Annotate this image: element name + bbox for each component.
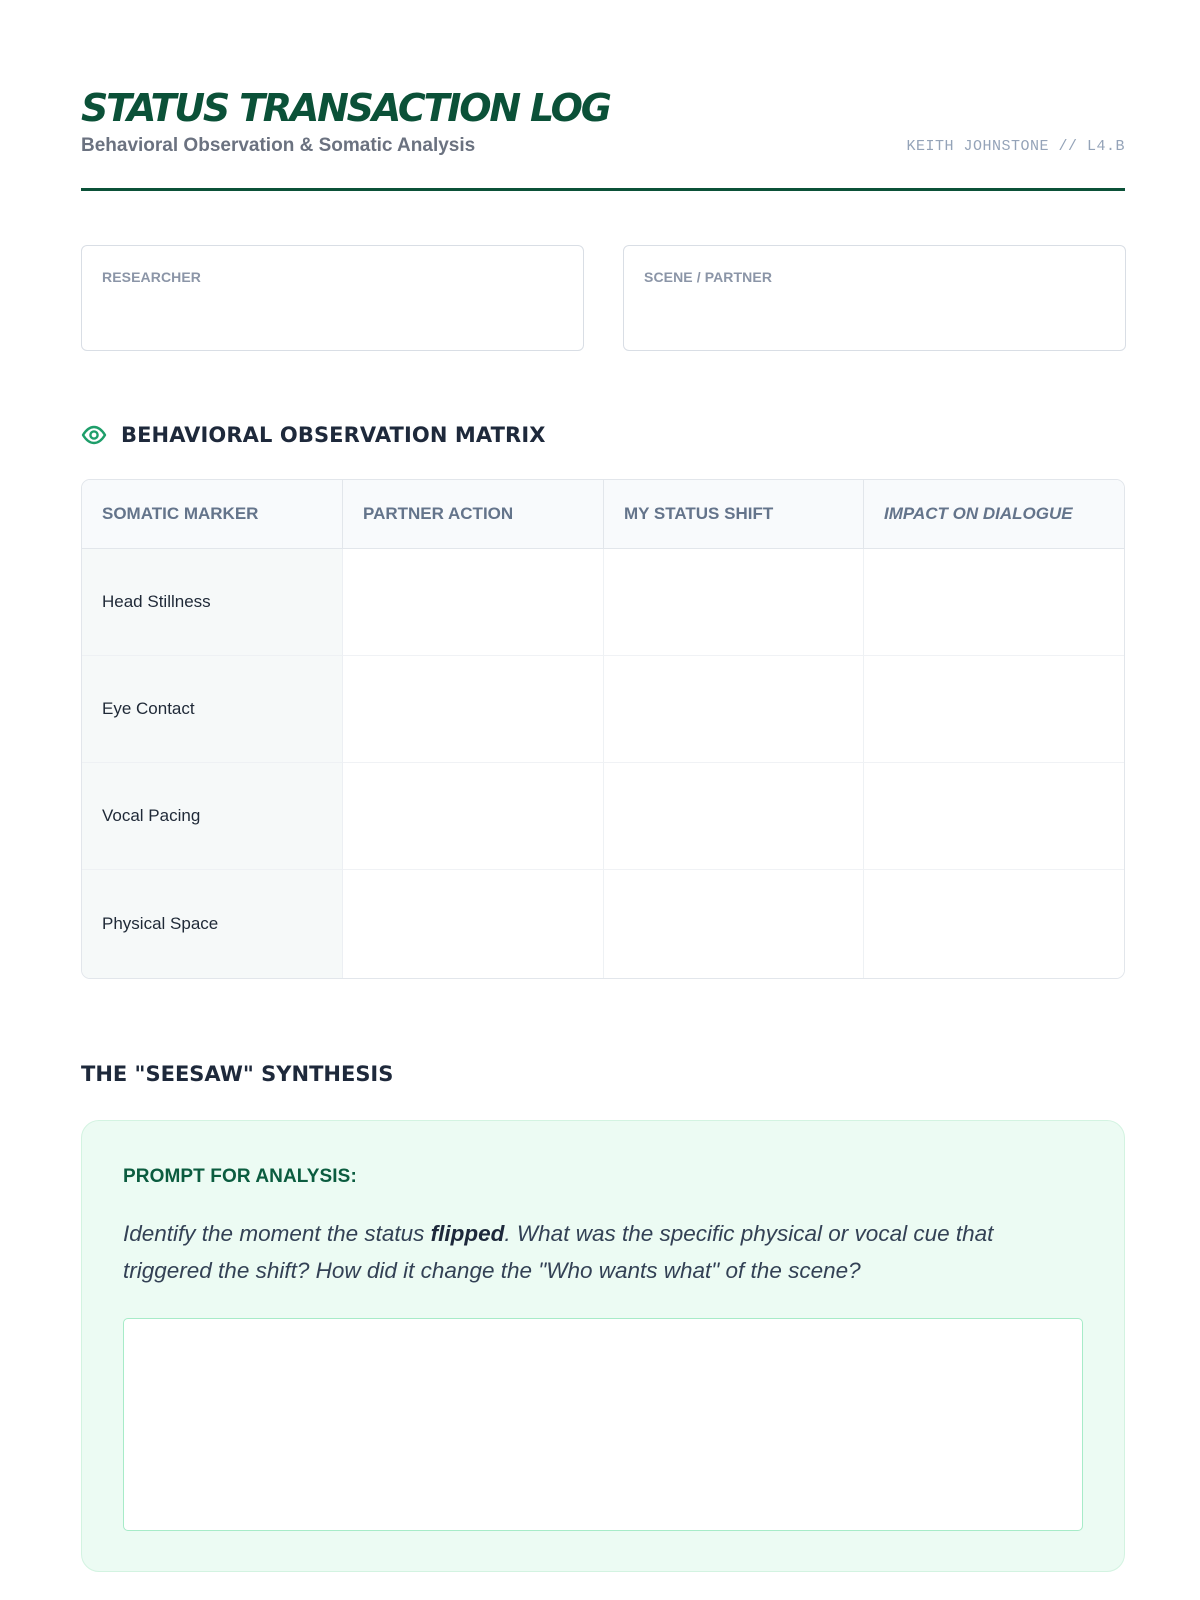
synthesis-title: THE "SEESAW" SYNTHESIS xyxy=(81,1062,394,1086)
column-header-partner-action: PARTNER ACTION xyxy=(343,480,604,549)
prompt-text xyxy=(123,1215,1083,1289)
matrix-title: BEHAVIORAL OBSERVATION MATRIX xyxy=(121,423,546,447)
researcher-field[interactable] xyxy=(81,245,584,351)
cell-partner-action[interactable] xyxy=(343,870,604,978)
researcher-label: RESEARCHER xyxy=(102,269,202,285)
reference-code: KEITH JOHNSTONE // L4.B xyxy=(906,138,1125,155)
scene-partner-field[interactable] xyxy=(623,245,1126,351)
prompt-text-end: . What was the specific physical or vocal cue that triggered the shift? How did it change the "Who wants what" of the scene? xyxy=(123,1221,994,1283)
cell-partner-action[interactable] xyxy=(343,763,604,870)
cell-status-shift[interactable] xyxy=(604,549,864,656)
row-marker-eye-contact: Eye Contact xyxy=(82,656,343,763)
matrix-heading xyxy=(81,420,546,450)
cell-status-shift[interactable] xyxy=(604,656,864,763)
eye-icon xyxy=(81,425,107,445)
row-marker-physical-space: Physical Space xyxy=(82,870,343,978)
cell-impact[interactable] xyxy=(864,656,1124,763)
cell-partner-action[interactable] xyxy=(343,656,604,763)
cell-impact[interactable] xyxy=(864,549,1124,656)
cell-impact[interactable] xyxy=(864,763,1124,870)
cell-partner-action[interactable] xyxy=(343,549,604,656)
cell-status-shift[interactable] xyxy=(604,870,864,978)
column-header-somatic-marker: SOMATIC MARKER xyxy=(82,480,343,549)
page-title: STATUS TRANSACTION LOG xyxy=(81,86,610,130)
cell-impact[interactable] xyxy=(864,870,1124,978)
observation-matrix xyxy=(81,479,1125,979)
column-header-impact: IMPACT ON DIALOGUE xyxy=(864,480,1124,549)
scene-partner-label: SCENE / PARTNER xyxy=(644,269,773,285)
row-marker-vocal-pacing: Vocal Pacing xyxy=(82,763,343,870)
page-subtitle: Behavioral Observation & Somatic Analysis xyxy=(81,135,476,156)
prompt-label: PROMPT FOR ANALYSIS: xyxy=(123,1166,357,1187)
synthesis-panel xyxy=(81,1120,1125,1572)
analysis-answer-input[interactable] xyxy=(123,1318,1083,1531)
prompt-text-start: Identify the moment the status xyxy=(123,1221,431,1246)
row-marker-head-stillness: Head Stillness xyxy=(82,549,343,656)
header xyxy=(81,80,1125,191)
column-header-status-shift: MY STATUS SHIFT xyxy=(604,480,864,549)
prompt-emphasis: flipped xyxy=(430,1221,505,1246)
cell-status-shift[interactable] xyxy=(604,763,864,870)
